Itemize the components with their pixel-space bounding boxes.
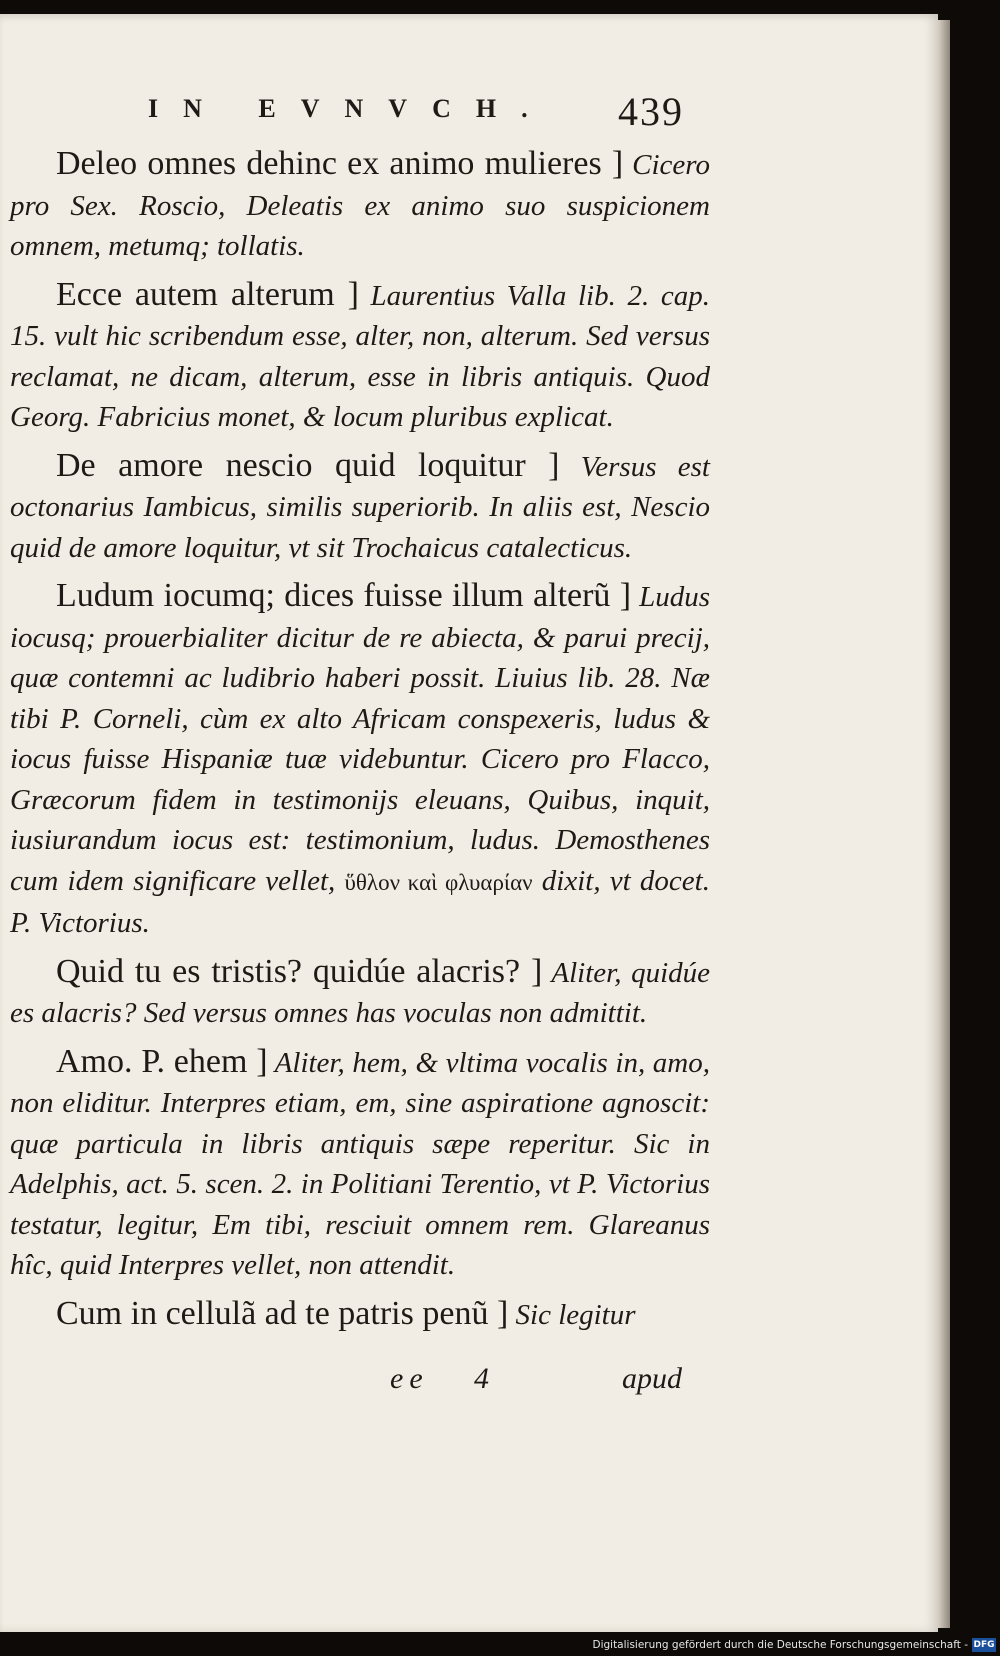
lemma: De amore nescio quid loquitur ] <box>56 446 560 484</box>
page-footer <box>390 1362 690 1406</box>
comment-text: Laurentius Valla lib. 2. cap. 15. vult hic scribendum esse, alter, non, alterum. Sed versus reclamat, ne dicam, alterum, esse in libris antiquis. Quod Georg. Fabricius monet, & locum pluribus explicat. <box>10 279 710 433</box>
lemma: Quid tu es tristis? quidúe alacris? ] <box>56 952 543 990</box>
lemma: Cum in cellulã ad te patris penũ ] <box>56 1294 509 1332</box>
comment-text: Ludus iocusq; prouerbialiter dicitur de re abiecta, & parui precij, quæ contemni ac ludibrio haberi possit. Liuius lib. 28. Næ tibi P. Corneli, cùm ex alto Africam conspexeris, ludus & iocus fuisse Hispaniæ tuæ videbuntur. Cicero pro Flacco, Græcorum fidem in testimonijs eleuans, Quibus, inquit, iusiurandum iocus est: testimonium, ludus. Demosthenes cum idem significare vellet, <box>10 581 710 897</box>
commentary-entry <box>10 144 710 267</box>
comment-text: Versus est octonarius Iambicus, similis superiorib. In aliis est, Nescio quid de amore loquitur, vt sit Trochaicus catalecticus. <box>10 450 710 564</box>
commentary-entry <box>10 952 710 1034</box>
comment-text: Sic legitur <box>508 1298 636 1331</box>
book-page <box>0 14 938 1632</box>
running-title: IN EVNVCH. <box>148 94 553 123</box>
digitization-bar <box>0 1636 1000 1656</box>
commentary-body <box>10 144 710 1343</box>
page-edge <box>938 20 950 1628</box>
comment-text: Aliter, quidúe es alacris? Sed versus omnes has voculas non admittit. <box>10 956 710 1029</box>
lemma: Ludum iocumq; dices fuisse illum alterũ ] <box>56 577 632 614</box>
greek-quote: ὕθλον καὶ φλυαρίαν <box>344 869 533 895</box>
commentary-entry <box>10 446 710 569</box>
commentary-entry <box>10 1042 710 1286</box>
lemma: Deleo omnes dehinc ex animo mulieres ] <box>56 145 624 182</box>
commentary-entry <box>10 576 710 944</box>
digitization-note: Digitalisierung gefördert durch die Deutsche Forschungsgemeinschaft - <box>592 1639 968 1651</box>
signature-mark: ee <box>390 1362 429 1395</box>
comment-text: Cicero pro Sex. Roscio, Deleatis ex animo suo suspicionem omnem, metumq; tollatis. <box>10 149 710 262</box>
lemma: Amo. P. ehem ] <box>56 1042 268 1080</box>
signature-number: 4 <box>474 1362 489 1395</box>
dfg-logo-icon: DFG <box>973 1640 995 1650</box>
comment-text: dixit, vt docet. P. Victorius. <box>10 864 710 939</box>
commentary-entry <box>10 1294 710 1336</box>
page-header <box>148 89 708 134</box>
page-number: 439 <box>618 89 684 134</box>
catchword: apud <box>622 1362 682 1395</box>
comment-text: Aliter, hem, & vltima vocalis in, amo, non eliditur. Interpres etiam, em, sine aspiratione agnoscit: quæ particula in libris antiquis sæpe reperitur. Sic in Adelphis, act. 5. scen. 2. in Politiani Terentio, vt P. Victorius testatur, legitur, Em tibi, resciuit omnem rem. Glareanus hîc, quid Interpres vellet, non attendit. <box>10 1046 711 1281</box>
commentary-entry <box>10 275 710 438</box>
lemma: Ecce autem alterum ] <box>56 275 359 313</box>
